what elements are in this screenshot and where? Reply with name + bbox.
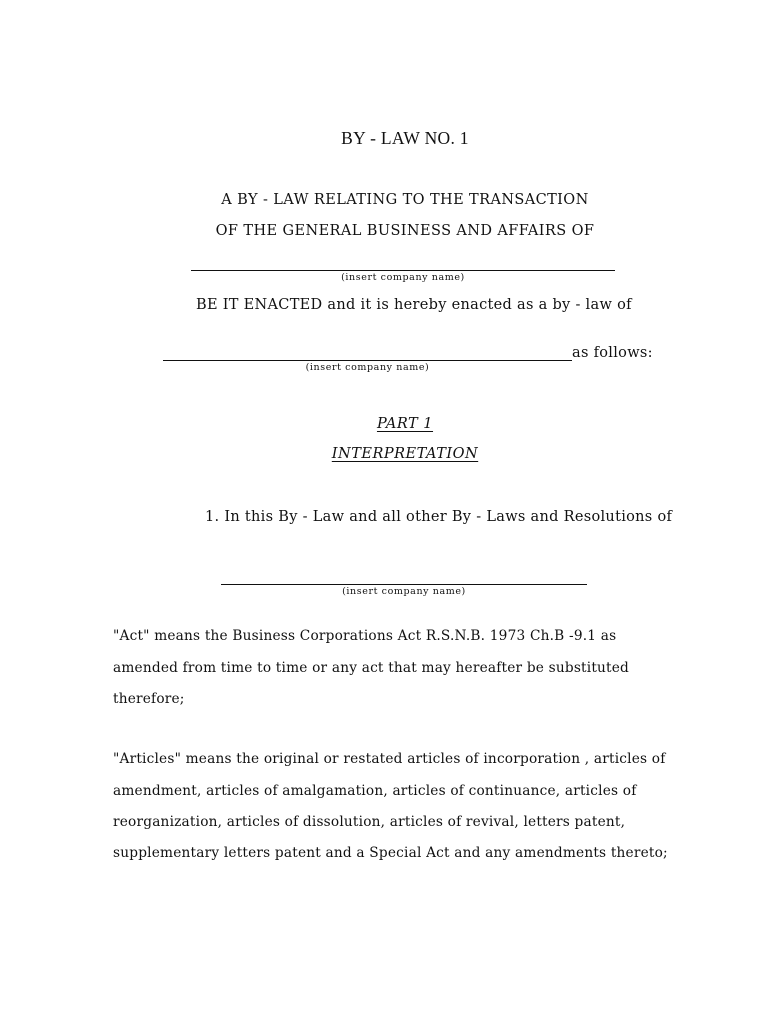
company-name-caption-1: (insert company name) <box>341 272 465 283</box>
bylaw-subtitle-line-1: A BY - LAW RELATING TO THE TRANSACTION <box>221 192 589 208</box>
definition-articles-line-3: reorganization, articles of dissolution, articles of revival, letters patent, <box>113 814 626 830</box>
definition-articles-line-2: amendment, articles of amalgamation, articles of continuance, articles of <box>113 783 637 799</box>
bylaw-subtitle-line-2: OF THE GENERAL BUSINESS AND AFFAIRS OF <box>215 223 595 239</box>
definition-articles-line-4: supplementary letters patent and a Special Act and any amendments thereto; <box>113 845 668 861</box>
company-name-caption-2: (insert company name) <box>305 362 430 373</box>
company-name-blank-2 <box>163 360 572 361</box>
definition-articles-line-1: "Articles" means the original or restated articles of incorporation , articles of <box>113 751 666 767</box>
definition-act-line-1: "Act" means the Business Corporations Act R.S.N.B. 1973 Ch.B -9.1 as <box>113 628 617 644</box>
bylaw-title: BY - LAW NO. 1 <box>341 128 469 148</box>
part-title <box>0 446 770 462</box>
part-title-text: INTERPRETATION <box>331 446 479 462</box>
enacted-text: BE IT ENACTED and it is hereby enacted as a by - law of <box>196 297 632 313</box>
part-label-text: PART 1 <box>376 416 434 432</box>
clause-1-text: 1. In this By - Law and all other By - Laws and Resolutions of <box>205 509 673 525</box>
definition-act-line-3: therefore; <box>113 691 185 707</box>
company-name-blank-1 <box>191 270 615 271</box>
company-name-blank-3 <box>221 584 587 585</box>
part-label <box>0 416 770 432</box>
as-follows-text: as follows: <box>572 345 653 361</box>
company-name-caption-3: (insert company name) <box>342 586 466 597</box>
definition-act-line-2: amended from time to time or any act that may hereafter be substituted <box>113 660 630 676</box>
